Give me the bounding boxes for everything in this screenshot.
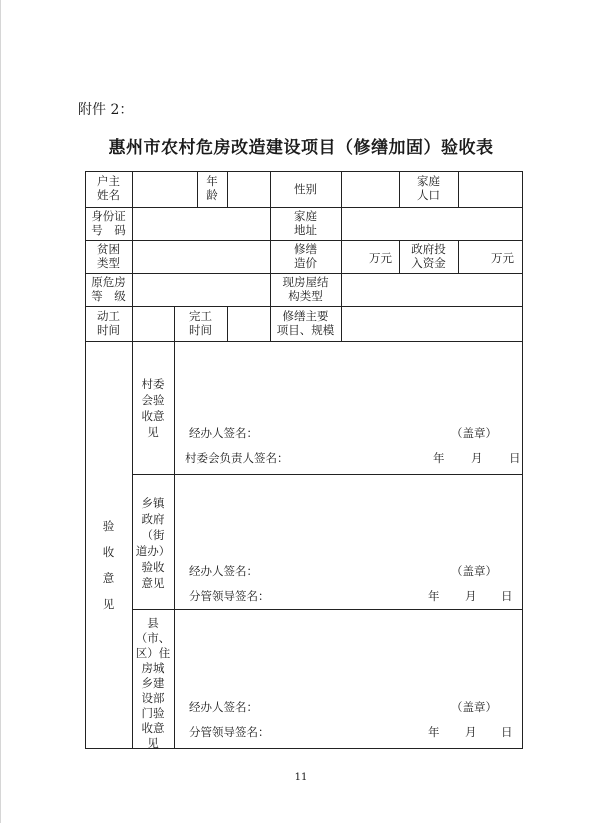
handler-signature-label: 经办人签名： [189,564,258,578]
address-label: 家庭 地址 [294,209,317,237]
owner-name-label: 户主 姓名 [97,174,120,202]
col-divider [341,171,342,341]
date-day: 日 [501,725,513,739]
township-government-label: 乡镇 政府 （街 道办） 验收 意见 [135,496,171,590]
col-divider [227,171,228,207]
row-divider [85,207,523,208]
row-divider [132,609,523,610]
id-card-label: 身份证 号 码 [91,209,126,237]
gov-investment-label: 政府投 入资金 [411,242,446,270]
leader-signature-label: 分管领导签名： [189,589,270,603]
col-divider [458,240,459,273]
gov-investment-unit: 万元 [491,251,514,265]
row-divider [85,341,523,342]
gender-label: 性别 [294,182,317,196]
col-divider [174,306,175,749]
handler-signature-label: 经办人签名： [189,700,258,714]
start-time-label: 动工 时间 [97,309,120,337]
village-committee-label: 村委 会验 收意 见 [141,377,165,439]
date-month: 月 [471,451,483,465]
age-label: 年 龄 [206,174,218,202]
row-divider [85,273,523,274]
finish-time-label: 完工 时间 [189,309,212,337]
structure-type-label: 现房屋结 构类型 [282,275,329,303]
seal-label: （盖章） [451,426,497,440]
annex-label: 附件 2： [78,102,134,118]
leader-signature-label: 分管领导签名： [189,725,270,739]
poverty-type-label: 贫困 类型 [97,242,120,270]
seal-label: （盖章） [451,564,497,578]
main-repair-items-label: 修缮主要 项目、规模 [276,309,335,337]
date-year: 年 [428,589,440,603]
date-day: 日 [509,451,521,465]
date-year: 年 [428,725,440,739]
date-year: 年 [433,451,445,465]
date-month: 月 [465,589,477,603]
row-divider [85,306,523,307]
committee-head-signature-label: 村委会负责人签名： [185,451,289,465]
danger-level-label: 原危房 等 级 [91,275,126,303]
form-title: 惠州市农村危房改造建设项目（修缮加固）验收表 [108,138,494,158]
col-divider [458,171,459,207]
seal-label: （盖章） [451,700,497,714]
page-number: 11 [294,772,308,783]
date-month: 月 [465,725,477,739]
acceptance-opinion-label: 验 收 意 见 [102,519,115,611]
row-divider [132,474,523,475]
repair-cost-label: 修缮 造价 [294,242,317,270]
household-size-label: 家庭 人口 [417,174,440,202]
county-housing-dept-label: 县 （市、 区）住 房城 乡建 设部 门验 收意 见 [135,616,171,750]
handler-signature-label: 经办人签名： [189,426,258,440]
col-divider [227,306,228,341]
repair-cost-unit: 万元 [369,251,392,265]
date-day: 日 [501,589,513,603]
